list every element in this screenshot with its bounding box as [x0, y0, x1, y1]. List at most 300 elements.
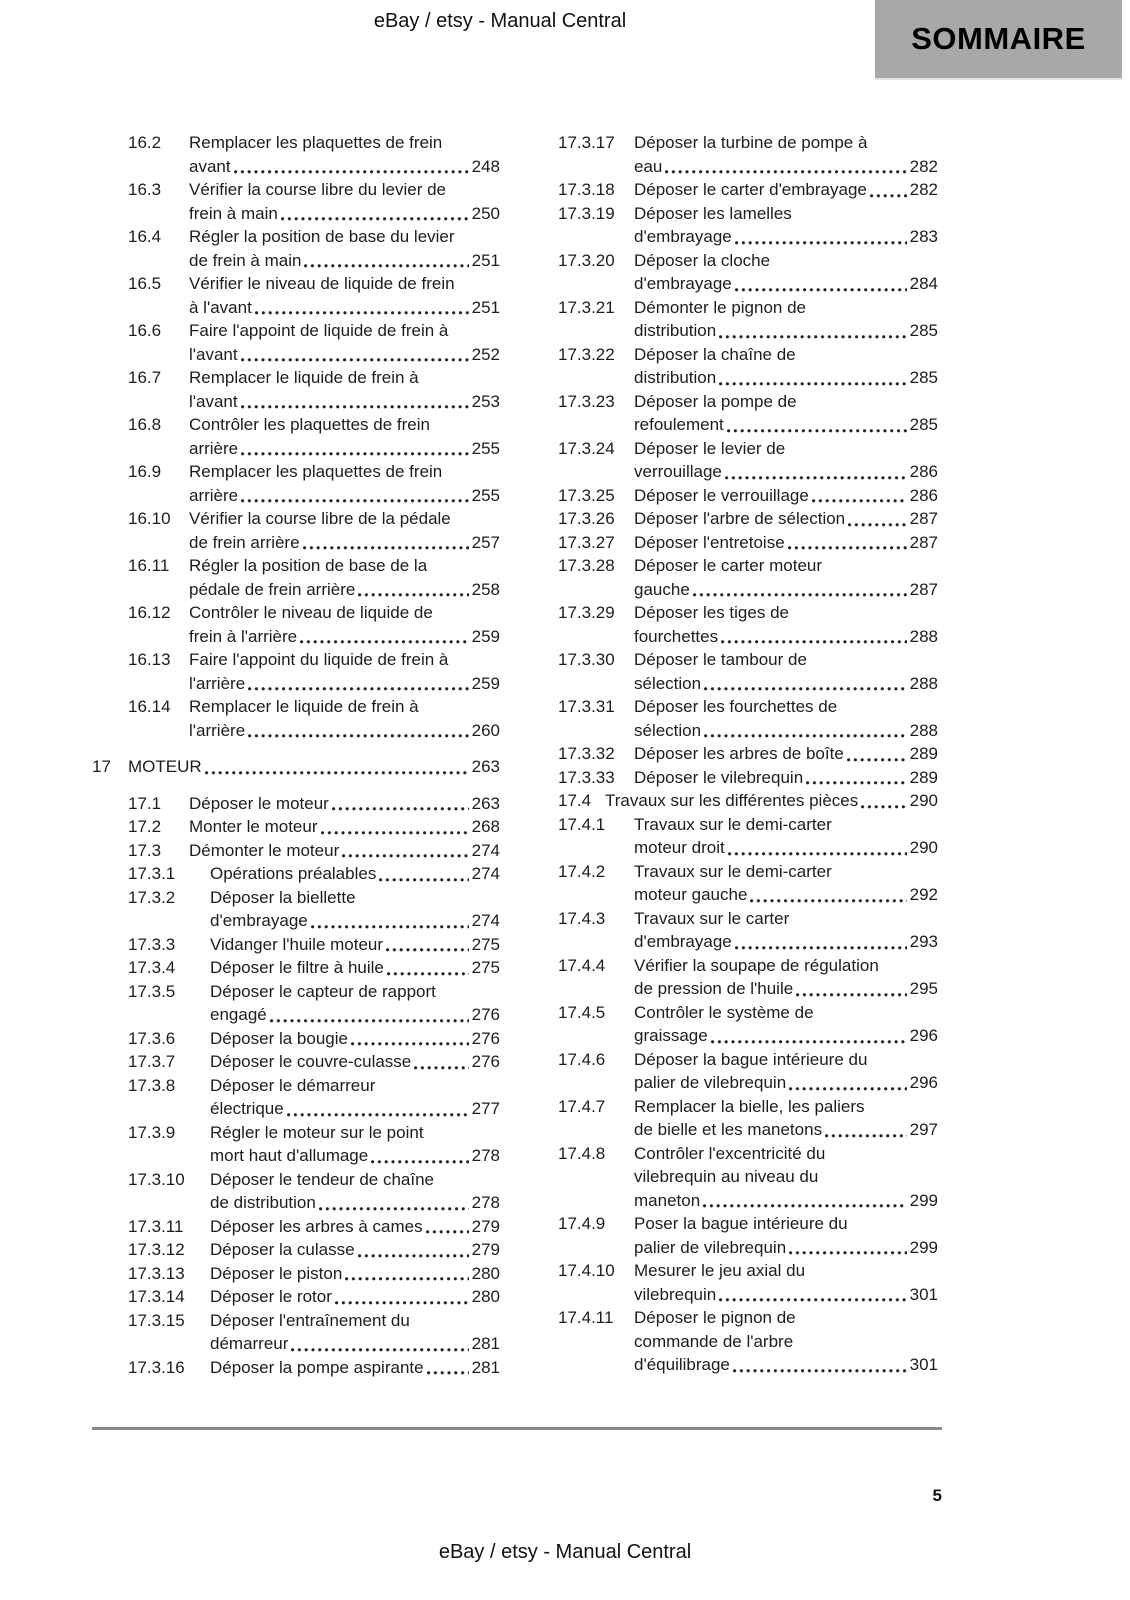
toc-entry-title — [210, 886, 500, 933]
dot-leader — [386, 948, 469, 952]
toc-entry-number: 17.4.1 — [558, 814, 606, 834]
toc-entry-number: 16.13 — [128, 650, 171, 669]
toc-entry-line: Contrôler le système de — [634, 1002, 814, 1022]
toc-entry-text: frein à l'arrière — [189, 626, 298, 646]
dot-leader — [300, 640, 469, 644]
toc-entry-lastline — [634, 366, 938, 390]
toc-entry-page: 276 — [471, 1005, 500, 1024]
toc-entry-page: 253 — [471, 391, 500, 411]
toc-entry-title — [634, 813, 938, 860]
toc-entry-number: 17.4.9 — [558, 1214, 606, 1233]
dot-leader — [281, 217, 469, 221]
toc-entry-number: 17.3.6 — [128, 1028, 176, 1048]
toc-entry-title — [634, 648, 938, 695]
toc-entry-lastline — [210, 1238, 500, 1262]
toc-entry-page: 263 — [471, 793, 500, 813]
toc-entry-title — [634, 507, 938, 531]
toc-entry-page: 251 — [471, 297, 500, 317]
toc-entry-page: 290 — [909, 791, 938, 810]
toc-entry-page: 281 — [471, 1334, 500, 1353]
dot-leader — [711, 1040, 907, 1044]
toc-entry-number: 17.4.7 — [558, 1096, 606, 1116]
toc-entry-line: Déposer la pompe de — [634, 391, 797, 411]
toc-entry-number: 17.4.8 — [558, 1143, 606, 1163]
toc-entry-title — [189, 507, 500, 554]
toc-entry-page: 296 — [909, 1026, 938, 1045]
toc-entry-line: Déposer l'entraînement du — [210, 1310, 410, 1330]
toc-entry-text: gauche — [634, 579, 690, 599]
toc-entry-page: 284 — [909, 274, 938, 293]
toc-entry-text: Déposer le verrouillage — [634, 485, 809, 505]
dot-leader — [727, 429, 907, 433]
toc-entry-number: 16.2 — [128, 133, 162, 152]
toc-entry-page: 285 — [909, 368, 938, 387]
toc-entry — [92, 1168, 500, 1215]
toc-entry-lastline — [189, 249, 500, 273]
toc-entry-lastline — [634, 1353, 938, 1377]
document-title-footer: eBay / etsy - Manual Central — [438, 1541, 692, 1563]
toc-entry — [92, 366, 500, 413]
toc-entry-lastline — [634, 155, 938, 179]
toc-entry-line: Déposer la chaîne de — [634, 344, 796, 364]
toc-entry — [558, 484, 938, 508]
toc-entry-text: frein à main — [189, 203, 278, 223]
toc-entry-text: Déposer le rotor — [210, 1287, 332, 1306]
toc-entry — [92, 319, 500, 366]
toc-entry-line: Remplacer le liquide de frein à — [189, 697, 419, 716]
toc-entry — [92, 980, 500, 1027]
toc-entry-lastline — [634, 578, 938, 602]
toc-entry-number: 17.4.2 — [558, 861, 606, 881]
toc-entry-title — [210, 1215, 500, 1239]
dot-leader — [319, 1207, 469, 1211]
toc-entry-line: Régler le moteur sur le point — [210, 1122, 424, 1142]
toc-entry-line: Démonter le pignon de — [634, 297, 807, 317]
dot-leader — [719, 1298, 906, 1302]
dot-leader — [789, 1087, 906, 1091]
toc-entry-lastline — [634, 836, 938, 860]
toc-entry-page: 285 — [909, 321, 938, 340]
dot-leader — [303, 546, 469, 550]
toc-entry — [558, 860, 938, 907]
toc-entry-title — [634, 531, 938, 555]
toc-entry — [92, 1309, 500, 1356]
toc-entry — [558, 742, 938, 766]
toc-entry-lastline — [210, 909, 500, 933]
toc-entry — [92, 695, 500, 742]
toc-entry-text: Déposer le filtre à huile — [210, 958, 384, 977]
toc-entry-page: 301 — [909, 1284, 938, 1304]
toc-entry-number: 17.3.26 — [558, 509, 615, 528]
toc-entry-lastline — [634, 1189, 938, 1213]
toc-entry-line: Déposer la biellette — [210, 887, 356, 907]
toc-entry-title — [189, 413, 500, 460]
toc-entry-number: 17.3.13 — [128, 1263, 185, 1283]
toc-entry-title — [210, 1356, 500, 1380]
dot-leader — [414, 1066, 468, 1070]
toc-entry-number: 17.3.10 — [128, 1169, 185, 1189]
toc-entry-page: 299 — [909, 1237, 938, 1257]
dot-leader — [291, 1348, 468, 1352]
toc-entry-title — [210, 1074, 500, 1121]
toc-entry — [558, 507, 938, 531]
toc-entry-number: 16.7 — [128, 368, 162, 387]
dot-leader — [719, 382, 906, 386]
toc-entry-number: 17.3.24 — [558, 438, 615, 458]
dot-leader — [733, 1369, 907, 1373]
toc-entry — [558, 343, 938, 390]
toc-entry-title — [210, 1121, 500, 1168]
toc-entry-page: 285 — [909, 415, 938, 434]
toc-column-right — [558, 131, 938, 1379]
dot-leader — [427, 1371, 469, 1375]
toc-entry-page: 274 — [471, 911, 500, 930]
toc-entry-number: 17.3.17 — [558, 133, 615, 152]
toc-entry-lastline — [210, 1027, 500, 1051]
toc-entry-line: Régler la position de base du levier — [189, 227, 455, 246]
toc-entry-title — [634, 1048, 938, 1095]
toc-entry-line: Contrôler les plaquettes de frein — [189, 415, 430, 434]
toc-entry-line: Remplacer le liquide de frein à — [189, 368, 419, 387]
toc-entry-number: 17.3.31 — [558, 697, 615, 716]
toc-entry-text: Opérations préalables — [210, 864, 377, 883]
dot-leader — [812, 499, 907, 503]
toc-entry-line: Vérifier le niveau de liquide de frein — [189, 274, 455, 293]
toc-entry-text: pédale de frein arrière — [189, 579, 356, 599]
toc-entry-text: démarreur — [210, 1334, 289, 1353]
toc-entry-number: 17.4.11 — [558, 1308, 614, 1327]
toc-entry-text: électrique — [210, 1099, 284, 1118]
toc-entry-text: de frein à main — [189, 250, 302, 270]
toc-entry-text: Déposer le piston — [210, 1263, 343, 1283]
toc-entry — [558, 390, 938, 437]
toc-entry-title — [189, 178, 500, 225]
toc-entry — [558, 1306, 938, 1377]
toc-entry-lastline — [634, 977, 938, 1001]
toc-entry-text: de pression de l'huile — [634, 979, 794, 998]
toc-entry-text: Déposer le carter d'embrayage — [634, 180, 867, 199]
toc-entry-lastline — [210, 1332, 500, 1356]
toc-entry — [558, 249, 938, 296]
toc-entry-title — [634, 1095, 938, 1142]
toc-entry — [92, 1027, 500, 1051]
toc-entry — [558, 202, 938, 249]
dot-leader — [719, 335, 906, 339]
toc-entry-text: avant — [189, 156, 231, 176]
toc-entry — [92, 1285, 500, 1309]
toc-entry-line: Régler la position de base de la — [189, 556, 428, 575]
dot-leader — [241, 405, 469, 409]
toc-entry-text: à l'avant — [189, 297, 252, 317]
dot-leader — [825, 1134, 907, 1138]
toc-entry-title — [210, 862, 500, 886]
toc-entry-title — [634, 1001, 938, 1048]
toc-entry-page: 288 — [909, 673, 938, 693]
toc-entry-line: Déposer la bague intérieure du — [634, 1049, 868, 1069]
toc-entry-title — [634, 202, 938, 249]
toc-entry-title — [189, 366, 500, 413]
toc-entry-page: 287 — [909, 579, 938, 599]
toc-entry-line: Déposer le tendeur de chaîne — [210, 1169, 434, 1189]
toc-entry-page: 268 — [471, 817, 500, 836]
toc-entry-page: 293 — [909, 932, 938, 951]
toc-entry-lastline — [210, 1262, 500, 1286]
toc-entry-lastline — [210, 1215, 500, 1239]
toc-entry-title — [210, 1238, 500, 1262]
dot-leader — [847, 758, 907, 762]
toc-entry-number: 17.3.16 — [128, 1357, 185, 1377]
toc-entry-page: 248 — [471, 156, 500, 176]
toc-entry-line: vilebrequin au niveau du — [634, 1167, 819, 1186]
toc-entry-line: commande de l'arbre — [634, 1331, 794, 1351]
toc-entry-lastline — [634, 531, 938, 555]
toc-entry-number: 16.3 — [128, 180, 162, 199]
toc-entry — [558, 789, 938, 813]
toc-entry-number: 17.4.3 — [558, 908, 606, 928]
toc-entry-title — [189, 792, 500, 816]
toc-entry-text: refoulement — [634, 415, 724, 434]
toc-entry-page: 259 — [471, 626, 500, 646]
toc-entry-number: 17.3.19 — [558, 203, 615, 223]
toc-entry — [558, 907, 938, 954]
toc-entry-title — [189, 695, 500, 742]
document-title-header: eBay / etsy - Manual Central — [373, 10, 627, 32]
toc-entry-page: 274 — [471, 864, 500, 883]
toc-entry-title — [210, 1309, 500, 1356]
toc-entry-number: 17.3.29 — [558, 603, 615, 622]
toc-entry-number: 17.3.11 — [128, 1216, 184, 1236]
toc-entry-page: 252 — [471, 344, 500, 364]
toc-entry-number: 17.3.27 — [558, 532, 615, 552]
dot-leader — [255, 311, 469, 315]
toc-entry-title — [634, 695, 938, 742]
toc-entry-title — [634, 249, 938, 296]
toc-entry-number: 16.12 — [128, 603, 171, 622]
footer-divider — [92, 1427, 942, 1430]
toc-entry-text: d'embrayage — [634, 932, 732, 951]
toc-entry-lastline — [634, 484, 938, 508]
toc-entry-lastline — [634, 460, 938, 484]
toc-entry-line: Déposer le pignon de — [634, 1308, 796, 1327]
toc-entry-number: 17.3.28 — [558, 556, 615, 575]
toc-entry-line: Faire l'appoint de liquide de frein à — [189, 321, 449, 340]
toc-entry-text: Déposer le vilebrequin — [634, 767, 804, 787]
toc-entry — [558, 954, 938, 1001]
dot-leader — [735, 946, 907, 950]
toc-entry-page: 278 — [471, 1193, 500, 1212]
toc-entry-title — [634, 954, 938, 1001]
toc-entry-page: 292 — [909, 885, 938, 904]
toc-entry-title — [189, 601, 500, 648]
toc-entry-number: 17.3.2 — [128, 887, 176, 907]
toc-entry-text: arrière — [189, 438, 239, 458]
toc-entry-lastline — [210, 1285, 500, 1309]
toc-entry-page: 296 — [909, 1073, 938, 1092]
toc-entry-title — [189, 225, 500, 272]
toc-entry-text: sélection — [634, 720, 702, 740]
toc-entry-lastline — [189, 343, 500, 367]
toc-entry-page: 301 — [909, 1355, 938, 1374]
dot-leader — [332, 807, 469, 811]
toc-entry-line: Travaux sur le demi-carter — [634, 814, 832, 834]
dot-leader — [241, 452, 469, 456]
toc-entry-lastline — [634, 1071, 938, 1095]
toc-entry-number: 17.3.18 — [558, 180, 615, 199]
toc-entry — [558, 1048, 938, 1095]
toc-entry-number: 17.4.5 — [558, 1002, 606, 1022]
toc-entry — [92, 460, 500, 507]
toc-entry-text: Déposer la culasse — [210, 1240, 355, 1259]
toc-entry-lastline — [634, 1024, 938, 1048]
toc-entry-page: 257 — [471, 532, 500, 552]
toc-entry-title — [210, 980, 500, 1027]
toc-entry-lastline — [210, 1144, 500, 1168]
toc-entry-text: Déposer la bougie — [210, 1028, 348, 1048]
toc-entry-title — [210, 1050, 500, 1074]
toc-entry — [92, 1356, 500, 1380]
toc-entry-number: 17.3.8 — [128, 1075, 176, 1095]
toc-entry-lastline — [189, 484, 500, 508]
toc-entry-page: 280 — [471, 1263, 500, 1283]
toc-entry — [558, 601, 938, 648]
dot-leader — [335, 1301, 469, 1305]
toc-entry-text: de bielle et les manetons — [634, 1120, 823, 1139]
toc-entry-number: 16.6 — [128, 321, 162, 340]
toc-entry-text: Démonter le moteur — [189, 840, 340, 860]
toc-entry-lastline — [210, 933, 500, 957]
toc-entry-text: d'équilibrage — [634, 1355, 730, 1374]
toc-entry-number: 17.3.33 — [558, 767, 615, 787]
dot-leader — [848, 523, 906, 527]
toc-entry-page: 258 — [471, 579, 500, 599]
toc-entry-number: 17.3.14 — [128, 1287, 185, 1306]
toc-entry-title — [128, 755, 500, 779]
toc-entry-text: Déposer le moteur — [189, 793, 329, 813]
toc-entry-page: 259 — [471, 673, 500, 693]
dot-leader — [725, 476, 907, 480]
dot-leader — [861, 805, 906, 809]
toc-entry-line: Déposer la cloche — [634, 250, 771, 270]
toc-entry-page: 263 — [471, 757, 500, 776]
toc-entry-title — [634, 766, 938, 790]
toc-entry — [92, 601, 500, 648]
toc-entry-number: 16.4 — [128, 227, 162, 246]
toc-entry-line: Déposer le démarreur — [210, 1075, 376, 1095]
toc-entry-line: Déposer les lamelles — [634, 203, 792, 223]
dot-leader — [358, 1254, 469, 1258]
toc-entry-page: 250 — [471, 203, 500, 223]
toc-entry-number: 17.3.3 — [128, 934, 176, 954]
toc-entry-page: 274 — [471, 840, 500, 860]
dot-leader — [270, 1019, 469, 1023]
toc-entry-page: 297 — [909, 1120, 938, 1139]
toc-entry-text: vilebrequin — [634, 1284, 717, 1304]
toc-entry — [92, 272, 500, 319]
toc-entry-lastline — [210, 1050, 500, 1074]
toc-entry-number: 17.4.4 — [558, 955, 606, 975]
toc-entry — [558, 531, 938, 555]
toc-entry — [558, 131, 938, 178]
toc-entry-lastline — [634, 272, 938, 296]
toc-entry-line: Contrôler l'excentricité du — [634, 1143, 826, 1163]
toc-entry-text: d'embrayage — [210, 911, 308, 930]
toc-entry-title — [189, 131, 500, 178]
toc-entry — [92, 1121, 500, 1168]
dot-leader — [351, 1042, 469, 1046]
toc-entry — [558, 1212, 938, 1259]
dot-leader — [728, 852, 907, 856]
toc-entry-page: 260 — [471, 720, 500, 740]
dot-leader — [665, 170, 906, 174]
dot-leader — [241, 358, 469, 362]
dot-leader — [248, 687, 468, 691]
toc-entry-number: 17.3.25 — [558, 485, 615, 505]
toc-entry-page: 287 — [909, 509, 938, 528]
toc-entry-title — [634, 1259, 938, 1306]
toc-entry-lastline — [128, 755, 500, 779]
toc-entry-lastline — [189, 625, 500, 649]
toc-entry — [92, 1238, 500, 1262]
toc-entry — [92, 862, 500, 886]
dot-leader — [750, 899, 906, 903]
toc-entry-number: 16.9 — [128, 462, 162, 481]
toc-entry — [558, 1001, 938, 1048]
toc-entry-text: Déposer l'entretoise — [634, 532, 785, 552]
toc-entry-lastline — [634, 1283, 938, 1307]
toc-entry-page: 299 — [909, 1190, 938, 1210]
toc-entry-lastline — [634, 507, 938, 531]
toc-entry-number: 17.3.21 — [558, 297, 615, 317]
toc-entry-number: 16.11 — [128, 556, 170, 575]
dot-leader — [789, 1251, 906, 1255]
toc-entry-page: 255 — [471, 485, 500, 505]
toc-entry-page: 276 — [471, 1028, 500, 1048]
toc-entry-lastline — [634, 766, 938, 790]
toc-entry — [558, 554, 938, 601]
dot-leader — [704, 687, 907, 691]
toc-entry-title — [189, 460, 500, 507]
toc-entry-lastline — [210, 1003, 500, 1027]
toc-entry-text: verrouillage — [634, 462, 722, 481]
toc-entry-text: l'arrière — [189, 673, 246, 693]
toc-entry-title — [210, 1168, 500, 1215]
toc-entry-text: d'embrayage — [634, 227, 732, 246]
toc-entry-lastline — [210, 956, 500, 980]
toc-entry-text: mort haut d'allumage — [210, 1146, 369, 1165]
dot-leader — [735, 288, 907, 292]
toc-entry-lastline — [189, 202, 500, 226]
toc-entry — [92, 413, 500, 460]
dot-leader — [387, 972, 469, 976]
toc-entry — [92, 1050, 500, 1074]
toc-entry-text: MOTEUR — [128, 757, 202, 776]
toc-entry-text: Déposer les arbres de boîte — [634, 744, 844, 763]
toc-entry-title — [634, 178, 938, 202]
toc-entry-number: 17 — [92, 757, 111, 776]
dot-leader — [703, 1204, 906, 1208]
toc-entry-lastline — [634, 930, 938, 954]
dot-leader — [321, 831, 469, 835]
toc-entry-title — [210, 933, 500, 957]
toc-entry-lastline — [189, 437, 500, 461]
dot-leader — [371, 1160, 468, 1164]
toc-entry-title — [210, 1027, 500, 1051]
toc-entry-title — [210, 1262, 500, 1286]
toc-column-left — [92, 131, 500, 1379]
toc-entry-title — [634, 1142, 938, 1213]
toc-entry-text: d'embrayage — [634, 274, 732, 293]
toc-entry-page: 280 — [471, 1287, 500, 1306]
